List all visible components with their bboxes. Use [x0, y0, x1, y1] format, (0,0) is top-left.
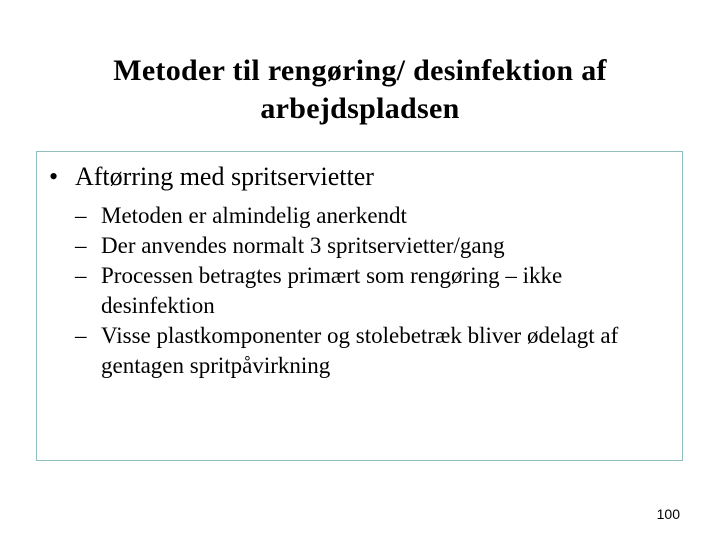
- slide-title-line-2: arbejdspladsen: [260, 92, 460, 125]
- dash-marker: –: [75, 263, 87, 288]
- dash-marker: –: [75, 203, 87, 228]
- bullet-dot: •: [49, 162, 59, 191]
- sub-bullet-item: [75, 231, 675, 261]
- sub-bullet-item: [75, 261, 675, 321]
- sub-bullet-text: Metoden er almindelig anerkendt: [101, 203, 407, 228]
- sub-bullet-list: [75, 201, 675, 381]
- sub-bullet-text: Visse plastkomponenter og stolebetræk bliver ødelagt af gentagen spritpåvirkning: [101, 323, 619, 378]
- sub-bullet-text: Der anvendes normalt 3 spritservietter/gang: [101, 233, 505, 258]
- main-bullet: [49, 160, 374, 194]
- main-bullet-text: Aftørring med spritservietter: [75, 162, 374, 191]
- sub-bullet-item: [75, 201, 675, 231]
- sub-bullet-item: [75, 321, 675, 381]
- dash-marker: –: [75, 323, 87, 348]
- slide-title: [0, 52, 720, 128]
- content-box: [36, 151, 683, 461]
- slide-title-line-1: Metoder til rengøring/ desinfektion af: [113, 54, 607, 87]
- dash-marker: –: [75, 233, 87, 258]
- sub-bullet-text: Processen betragtes primært som rengøring – ikke desinfektion: [101, 263, 563, 318]
- page-number: 100: [656, 506, 680, 522]
